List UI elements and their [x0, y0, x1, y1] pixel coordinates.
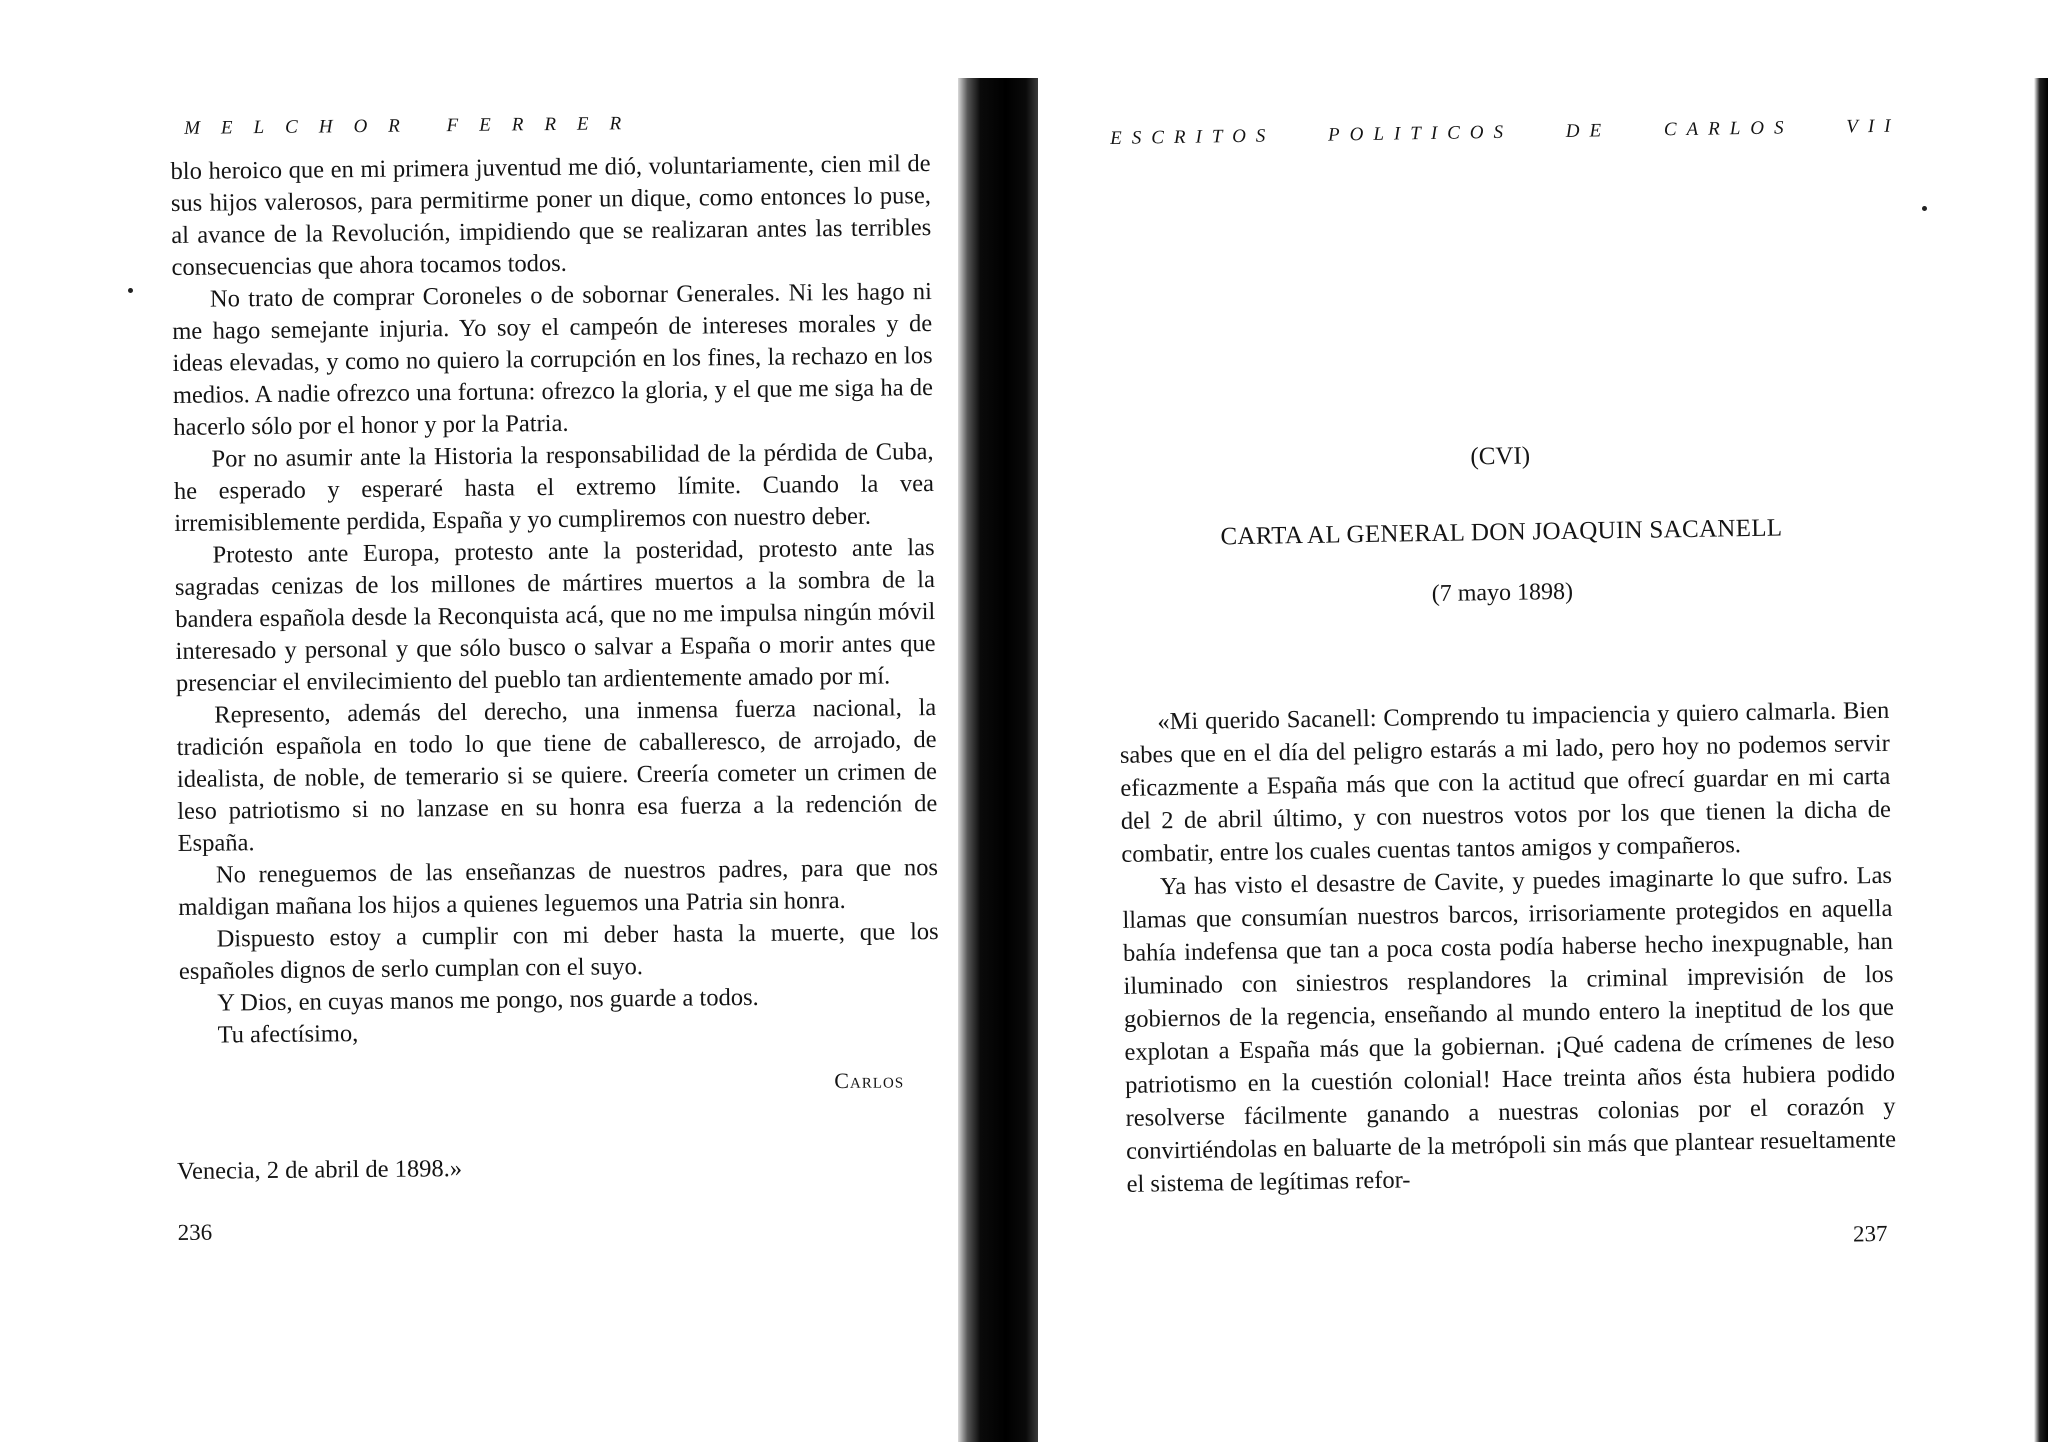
- left-paragraph-6: No reneguemos de las enseñanzas de nuestros padres, para que nos maldigan mañana los hijos a quienes leguemos una Patria sin honra.: [178, 854, 939, 921]
- chapter-date: (7 mayo 1898): [1431, 578, 1574, 608]
- left-paragraph-4: Protesto ante Europa, protesto ante la posteridad, protesto ante las sagradas cenizas de los millones de mártires muertos a la sombra de la bandera española desde la Reconquista acá, que no me impulsa ningún móvil interesado y personal y que sólo busco o salvar a España o morir antes que presenciar el envilecimiento del pueblo tan ardientemente amado por mí.: [174, 534, 936, 697]
- right-page-number: 237: [1852, 1220, 1888, 1247]
- page-edge-shadow: [2034, 78, 2048, 1442]
- left-page-number: 236: [177, 1219, 213, 1245]
- left-paragraph-8: Y Dios, en cuyas manos me pongo, nos guarde a todos.: [217, 983, 759, 1017]
- left-paragraph-5: Represento, además del derecho, una inmensa fuerza nacional, la tradición española en todo lo que tiene de caballeresco, de arrojado, de idealista, de noble, de temerario si se quiere. Creería cometer un crimen de leso patriotismo si no lanzase en su honra esa fuerza a la redención de España.: [176, 694, 938, 857]
- letter-body: [1119, 694, 1897, 1201]
- left-paragraph-1: blo heroico que en mi primera juventud me dió, voluntariamente, cien mil de sus hijos valerosos, para permitirme poner un dique, como entonces lo puse, al avance de la Revolución, impidiendo que se realizaran antes las terribles consecuencias que ahora tocamos todos.: [170, 150, 932, 281]
- letter-place-date: Venecia, 2 de abril de 1898.»: [176, 1154, 463, 1185]
- chapter-number: (CVI): [1470, 442, 1531, 471]
- right-paragraph-2: Ya has visto el desastre de Cavite, y puedes imaginarte lo que sufro. Las llamas que consumían nuestros barcos, irrisoriamente protegidos en aquella bahía indefensa que tan a poca costa podía haberse hecho inexpugnable, han iluminado con siniestros resplandores la criminal imprevisión de los gobiernos de la regencia, enseñando al mundo entero la ineptitud de los que explotan a España más que la gobiernan. ¡Qué cadena de crímenes de leso patriotismo en la cuestión colonial! Hace treinta años ésta hubiera podido resolverse fácilmente ganando a nuestras colonias por el corazón y convirtiéndolas en baluarte de la metrópoli sin más que plantear resueltamente el sistema de legítimas refor-: [1122, 861, 1897, 1198]
- right-paragraph-1: «Mi querido Sacanell: Comprendo tu impaciencia y quiero calmarla. Bien sabes que en el día del peligro estarás a mi lado, pero hoy no podemos servir eficazmente a España más que con la actitud que ofrecí guardar en mi carta del 2 de abril último, y con nuestros votos por los que tienen la dicha de combatir, entre los cuales cuentas tantos amigos y compañeros.: [1119, 696, 1892, 868]
- left-paragraph-9: Tu afectísimo,: [217, 1020, 359, 1049]
- chapter-title: CARTA AL GENERAL DON JOAQUIN SACANELL: [1220, 514, 1783, 551]
- left-paragraph-7: Dispuesto estoy a cumplir con mi deber hasta la muerte, que los españoles dignos de serlo cumplan con el suyo.: [178, 917, 939, 985]
- left-paragraph-2: No trato de comprar Coroneles o de sobornar Generales. Ni les hago ni me hago semejante injuria. Yo soy el campeón de intereses morales y de ideas elevadas, y como no quiero la corrupción en los fines, la rechazo en los medios. A nadie ofrezco una fortuna: ofrezco la gloria, y el que me siga ha de hacerlo sólo por el honor y por la Patria.: [172, 278, 934, 441]
- left-page: [170, 108, 942, 1248]
- right-running-head: ESCRITOS POLITICOS DE CARLOS VII: [1110, 115, 1901, 149]
- left-paragraph-3: Por no asumir ante la Historia la responsabilidad de la pérdida de Cuba, he esperado y esperaré hasta el extremo límite. Cuando la vea irremisiblemente perdida, España y yo cumpliremos con nuestro deber.: [173, 438, 935, 537]
- scan-speck: [128, 288, 133, 293]
- scan-speck: [1922, 206, 1927, 211]
- right-page: [1110, 114, 1901, 1261]
- letter-signature: Carlos: [834, 1067, 905, 1094]
- binding-gutter-shadow: [958, 78, 1038, 1442]
- left-running-head: MELCHOR FERRER: [184, 113, 643, 139]
